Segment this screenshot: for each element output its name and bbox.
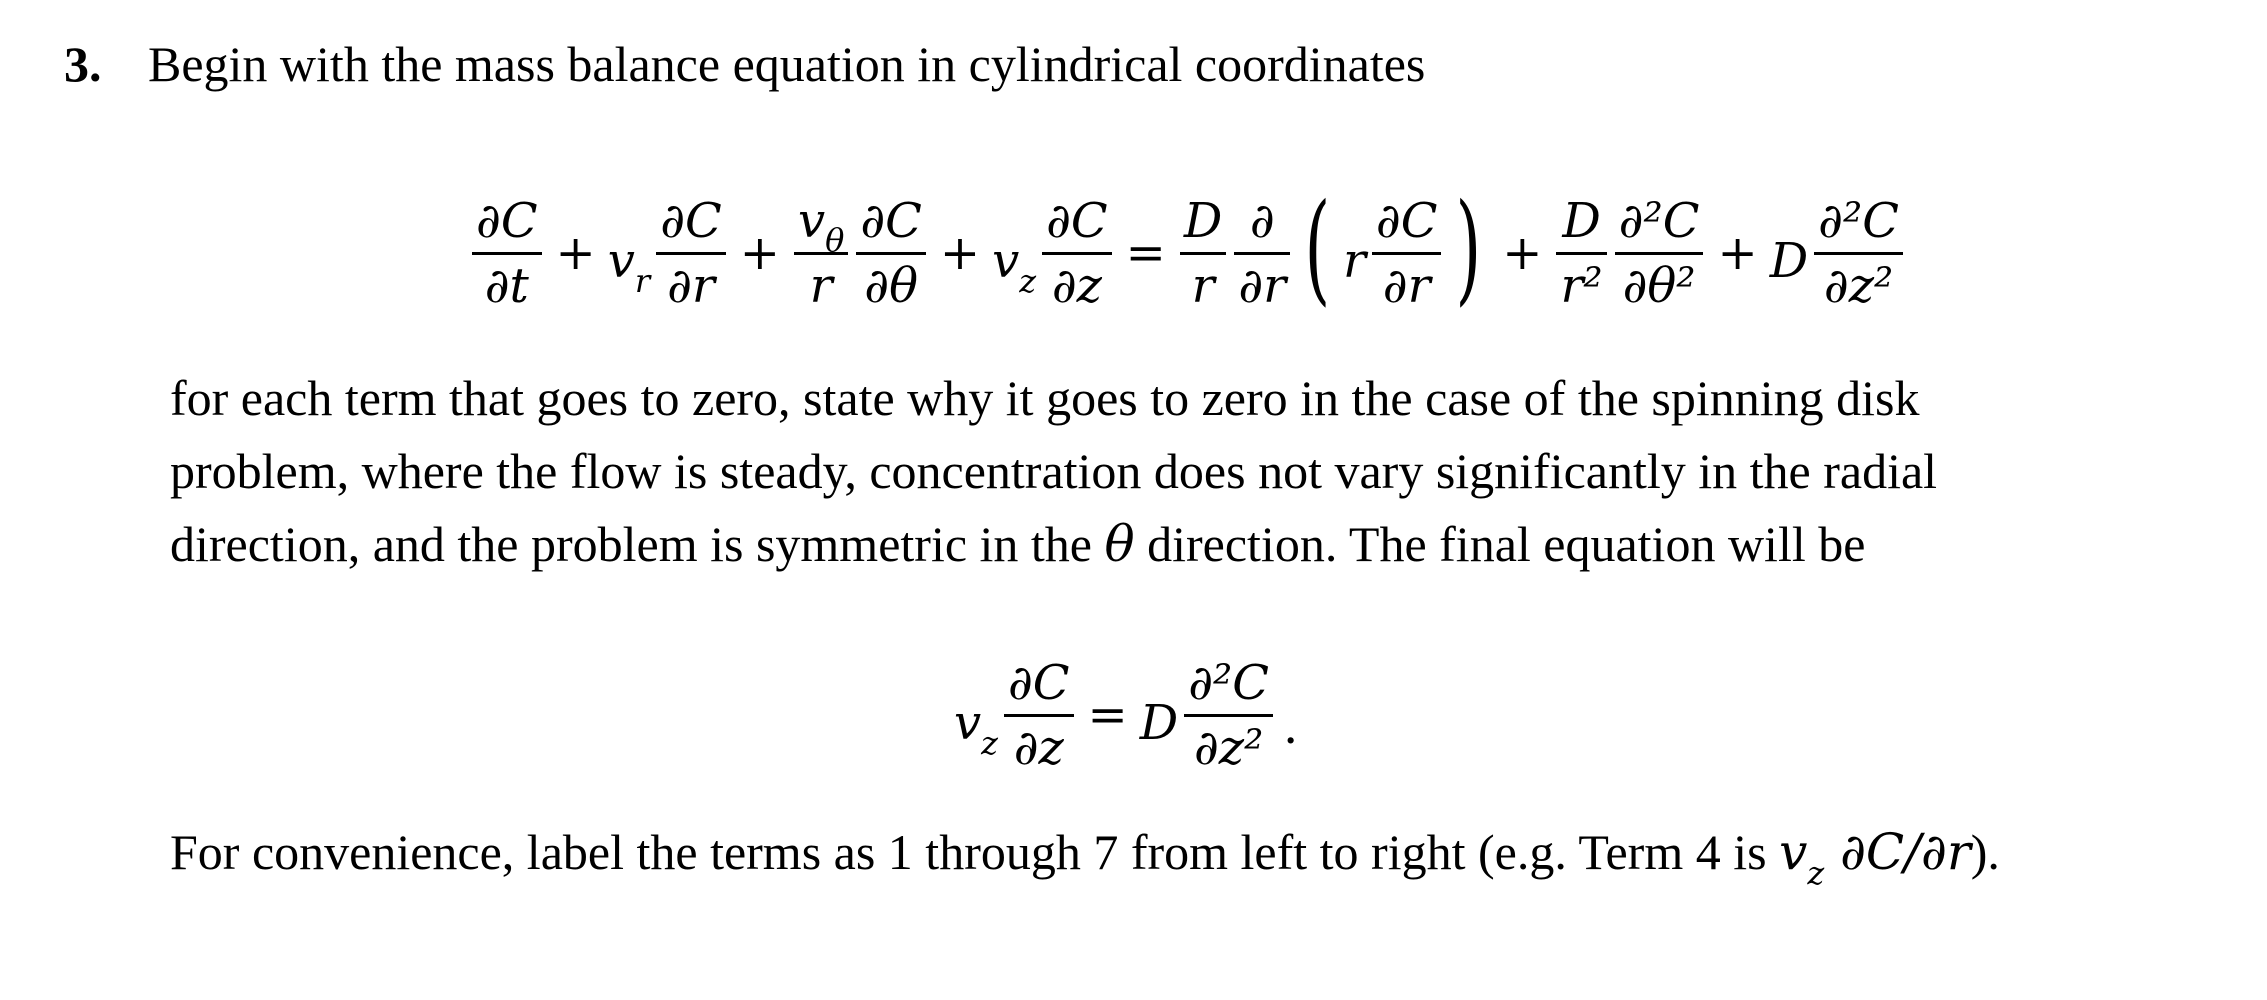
problem-header (64, 26, 1425, 102)
term-4-coefficient (992, 233, 1037, 300)
period: . (1283, 699, 1299, 755)
term-5-inner-denominator: ∂r (1382, 257, 1431, 314)
lhs-denominator: ∂z (1013, 719, 1064, 776)
term-3-coefficient (794, 190, 848, 317)
term-3-coefficient-denominator: r (809, 257, 833, 314)
subscript: z (981, 723, 998, 762)
equals-sign: = (1125, 225, 1166, 281)
term-2-coefficient (607, 233, 651, 300)
term-3 (856, 190, 926, 317)
paragraph-line: for each term that goes to zero, state why it goes to zero in the case of the spinning disk (170, 370, 1920, 426)
term-6-numerator: ∂²C (1618, 192, 1700, 249)
plus-sign: + (1717, 225, 1758, 281)
term-7-numerator: ∂²C (1818, 192, 1899, 249)
theta-symbol: θ (1104, 515, 1135, 573)
velocity-symbol: v (797, 192, 826, 249)
lhs-coefficient (954, 695, 998, 762)
term-7-denominator: ∂z² (1823, 257, 1894, 314)
problem-number: 3. (64, 36, 102, 92)
final-equation (952, 640, 1298, 790)
term-7 (1814, 190, 1903, 317)
paragraph-text: direction, and the problem is symmetric in the (170, 516, 1105, 572)
plus-sign: + (739, 225, 780, 281)
term-4-numerator: ∂C (1046, 192, 1108, 249)
lhs-fraction (1004, 652, 1074, 779)
term-3-denominator: ∂θ (864, 257, 918, 314)
term-5-operator-denominator: ∂r (1238, 257, 1287, 314)
term-7-coefficient: D (1769, 233, 1809, 289)
plus-sign: + (555, 225, 596, 281)
velocity-symbol: v (1779, 823, 1808, 881)
rhs-fraction (1184, 652, 1273, 779)
rhs-numerator: ∂²C (1188, 654, 1270, 711)
term-1 (472, 190, 542, 317)
plus-sign: + (939, 225, 981, 281)
term-2-numerator: ∂C (660, 192, 722, 249)
term-2-denominator: ∂r (667, 257, 715, 314)
term-5-inner (1372, 190, 1442, 317)
term-5-inner-r: r (1342, 233, 1366, 289)
subscript: θ (825, 221, 845, 260)
term-3-numerator: ∂C (860, 192, 922, 249)
term-5-operator-numerator: ∂ (1249, 192, 1275, 249)
term-6 (1615, 190, 1704, 317)
term-6-coefficient (1556, 190, 1606, 317)
paragraph-text: ). (1970, 824, 2000, 880)
velocity-symbol: v (992, 233, 1020, 289)
term-5-coefficient-denominator: r (1191, 257, 1215, 314)
term-1-denominator: ∂t (484, 257, 529, 314)
velocity-symbol: v (954, 695, 982, 751)
term-4 (1042, 190, 1112, 317)
term-5-coefficient (1180, 190, 1226, 317)
term-4-inline-expression (1779, 823, 1971, 892)
term-1-numerator: ∂C (476, 192, 538, 249)
term-6-denominator: ∂θ² (1622, 257, 1696, 314)
term-2 (656, 190, 726, 317)
rhs-coefficient: D (1139, 695, 1179, 751)
right-parenthesis: ) (1455, 179, 1482, 318)
velocity-symbol: v (607, 233, 635, 289)
paragraph-line (170, 508, 1937, 581)
plus-sign: + (1502, 225, 1543, 281)
term-6-coefficient-numerator: D (1562, 192, 1601, 249)
left-parenthesis: ( (1304, 179, 1331, 318)
lhs-numerator: ∂C (1007, 654, 1070, 711)
derivative-expression: ∂C/∂r (1824, 823, 1971, 881)
convenience-paragraph (170, 816, 2000, 892)
term-3-coefficient-numerator (794, 190, 848, 260)
subscript: r (634, 261, 651, 300)
problem-intro: Begin with the mass balance equation in cylindrical coordinates (148, 36, 1426, 92)
paragraph-text: For convenience, label the terms as 1 through 7 from left to right (e.g. Term 4 is (170, 824, 1780, 880)
term-5-operator (1234, 190, 1290, 317)
term-4-denominator: ∂z (1051, 257, 1102, 314)
paragraph-line: problem, where the flow is steady, concentration does not vary significantly in the radial (170, 443, 1938, 499)
term-6-coefficient-denominator: r² (1560, 257, 1603, 314)
term-5-inner-numerator: ∂C (1375, 192, 1438, 249)
subscript: z (1019, 261, 1037, 300)
equals-sign: = (1087, 687, 1128, 743)
paragraph-text: direction. The final equation will be (1134, 516, 1866, 572)
rhs-denominator: ∂z² (1193, 719, 1264, 776)
subscript: z (1807, 854, 1825, 892)
instructions-paragraph (170, 362, 1937, 581)
mass-balance-equation (468, 178, 1907, 328)
term-5-coefficient-numerator: D (1183, 192, 1223, 249)
